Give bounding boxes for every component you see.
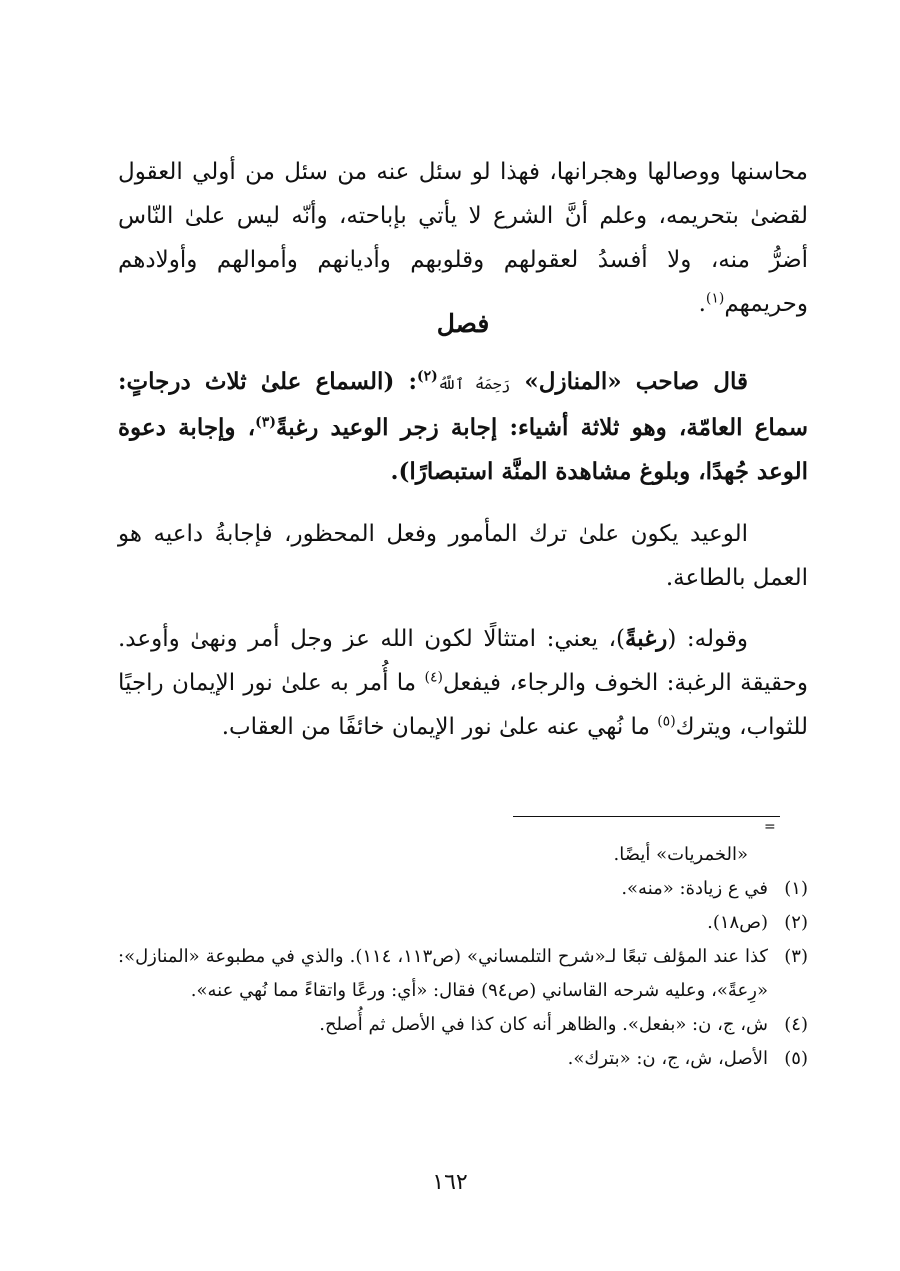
footnote-text: ش، ج، ن: «بفعل». والظاهر أنه كان كذا في الأصل ثم أُصلح. xyxy=(319,1014,768,1035)
footnote-number: (٣) xyxy=(784,946,808,967)
footnote-ref-1: (١) xyxy=(705,290,725,307)
honorific: رَحِمَهُ ٱللَّهُ xyxy=(437,375,511,393)
footnote-number: (٢) xyxy=(784,912,808,933)
paragraph-4-text-a: وقوله: ( xyxy=(667,626,748,652)
paragraph-4-text-b: )، يعني: امتثالًا لكون الله عز وجل أمر ونهىٰ وأوعد. وحقيقة الرغبة: الخوف والرجاء، فيفعل xyxy=(118,626,808,696)
footnote-ref-3: (٣) xyxy=(255,414,276,431)
paragraph-1-end: . xyxy=(698,291,706,317)
paragraph-4-text-c: ما أُمر به علىٰ نور الإيمان راجيًا للثواب، ويترك xyxy=(118,670,808,740)
footnote-ref-5: (٥) xyxy=(657,713,676,730)
footnote-item xyxy=(118,906,808,940)
paragraph-1-text: محاسنها ووصالها وهجرانها، فهذا لو سئل عنه من سئل من أولي العقول لقضىٰ بتحريمه، وعلم أنَّ الشرع لا يأتي بإباحته، وأنّه ليس علىٰ النّاس أضرُّ منه، ولا أفسدُ لعقولهم وقلوبهم وأديانهم وأموالهم وأولادهم وحريمهم xyxy=(118,159,808,317)
footnote-number: (٤) xyxy=(784,1014,808,1035)
body-paragraph-4 xyxy=(118,617,808,749)
footnote-number: (٥) xyxy=(784,1048,808,1069)
footnote-continuation: «الخمريات» أيضًا. xyxy=(613,844,748,865)
paragraph-2-lead: قال صاحب «المنازل» xyxy=(510,368,748,395)
footnote-separator xyxy=(513,816,780,817)
body-paragraph-1 xyxy=(118,150,808,326)
paragraph-4-text-d: ما نُهي عنه علىٰ نور الإيمان خائفًا من العقاب. xyxy=(221,714,658,740)
body-paragraph-3: الوعيد يكون علىٰ ترك المأمور وفعل المحظور، فإجابةُ داعيه هو العمل بالطاعة. xyxy=(118,521,808,591)
footnotes xyxy=(118,838,808,1076)
footnote-item xyxy=(118,1042,808,1076)
footnote-text: الأصل، ش، ج، ن: «بترك». xyxy=(567,1048,768,1069)
footnote-item xyxy=(118,1008,808,1042)
paragraph-4-term: رغبةً xyxy=(624,625,668,652)
footnote-text: في ع زيادة: «منه». xyxy=(621,878,768,899)
footnote-item xyxy=(118,940,808,1008)
footnote-ref-2: (٢) xyxy=(416,368,438,385)
footnote-text: كذا عند المؤلف تبعًا لـ«شرح التلمساني» (ص١١٣، ١١٤). والذي في مطبوعة «المنازل»: «رِعةً»، وعليه شرحه القاساني (ص٩٤) فقال: «أي: ورعًا واتقاءً مما نُهي عنه». xyxy=(118,946,768,1001)
footnote-text: (ص١٨). xyxy=(707,912,768,933)
paragraph-2-text-a: : (السماع علىٰ ثلاث درجاتٍ: سماع العامّة، وهو ثلاثة أشياء: إجابة زجر الوعيد رغبةً xyxy=(118,368,808,441)
footnote-number: (١) xyxy=(784,878,808,899)
footnote-item xyxy=(118,872,808,906)
body-paragraph-2 xyxy=(118,360,808,494)
section-heading: فصل xyxy=(436,309,490,338)
footnote-ref-4: (٤) xyxy=(424,669,443,686)
page-number: ١٦٢ xyxy=(432,1170,468,1195)
continuation-mark: = xyxy=(764,819,776,835)
paragraph-2-text-b: ، وإجابة دعوة الوعد جُهدًا، وبلوغ مشاهدة المنَّة استبصارًا). xyxy=(118,414,808,485)
